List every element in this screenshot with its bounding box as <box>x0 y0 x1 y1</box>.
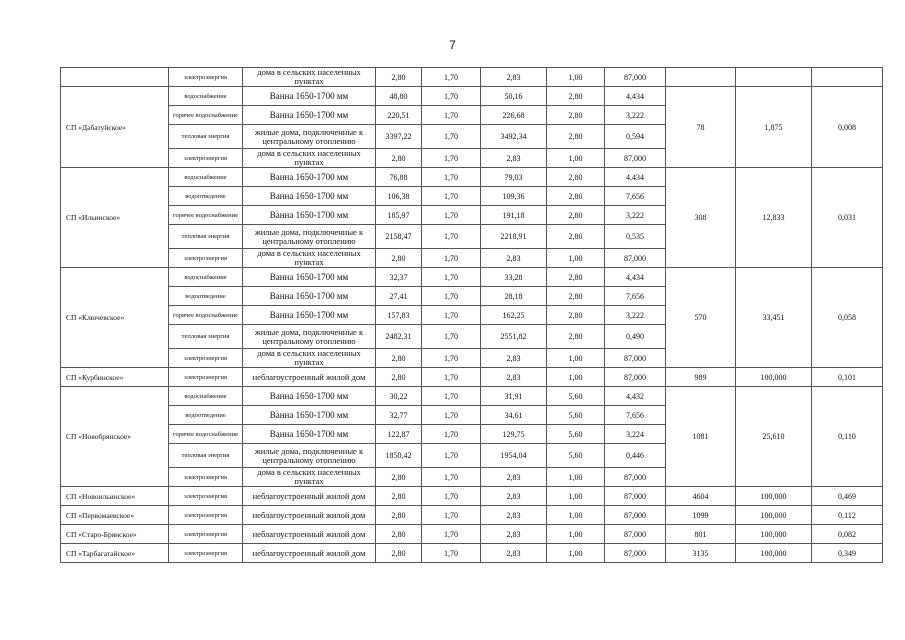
summary-cell-c1: 3135 <box>666 544 736 563</box>
value-cell-v5: 87,000 <box>605 487 666 506</box>
settlement-name: СП «Ключевское» <box>61 268 169 368</box>
resource-cell: водоотведение <box>169 406 243 425</box>
summary-cell-c1: 1099 <box>666 506 736 525</box>
value-cell-v1: 76,88 <box>376 168 422 187</box>
summary-cell-c1: 1081 <box>666 387 736 487</box>
value-cell-v2: 1,70 <box>422 525 481 544</box>
tariff-table <box>60 67 883 563</box>
value-cell-v5: 87,000 <box>605 249 666 268</box>
value-cell-v4: 1,00 <box>547 468 605 487</box>
value-cell-v5: 7,656 <box>605 287 666 306</box>
value-cell-v1: 32,37 <box>376 268 422 287</box>
value-cell-v1: 2,80 <box>376 349 422 368</box>
value-cell-v3: 2,83 <box>481 368 547 387</box>
value-cell-v3: 2,83 <box>481 149 547 168</box>
description-cell: жилые дома, подключенные к центральному отоплению <box>243 325 376 349</box>
value-cell-v3: 34,61 <box>481 406 547 425</box>
value-cell-v5: 0,446 <box>605 444 666 468</box>
value-cell-v5: 3,222 <box>605 106 666 125</box>
value-cell-v5: 3,224 <box>605 425 666 444</box>
summary-cell-empty <box>736 68 812 87</box>
value-cell-v1: 2,80 <box>376 487 422 506</box>
value-cell-v1: 2,80 <box>376 368 422 387</box>
resource-cell: водоснабжение <box>169 268 243 287</box>
value-cell-v2: 1,70 <box>422 506 481 525</box>
description-cell: Ванна 1650-1700 мм <box>243 425 376 444</box>
settlement-name: СП «Тарбагатайское» <box>61 544 169 563</box>
settlement-name: СП «Новобрянское» <box>61 387 169 487</box>
summary-cell-c2: 100,000 <box>736 368 812 387</box>
resource-cell: электроэнергия <box>169 544 243 563</box>
description-cell: дома в сельских населенных пунктах <box>243 68 376 87</box>
value-cell-v4: 1,00 <box>547 368 605 387</box>
description-cell: дома в сельских населенных пунктах <box>243 149 376 168</box>
value-cell-v2: 1,70 <box>422 387 481 406</box>
value-cell-v4: 1,00 <box>547 506 605 525</box>
value-cell-v4: 1,00 <box>547 349 605 368</box>
table-row <box>61 544 883 563</box>
summary-cell-c3: 0,349 <box>812 544 883 563</box>
value-cell-v1: 157,83 <box>376 306 422 325</box>
value-cell-v3: 2,83 <box>481 468 547 487</box>
value-cell-v1: 220,51 <box>376 106 422 125</box>
value-cell-v1: 2158,47 <box>376 225 422 249</box>
table-row <box>61 168 883 187</box>
settlement-name: СП «Ильинское» <box>61 168 169 268</box>
description-cell: неблагоустроенный жилой дом <box>243 506 376 525</box>
value-cell-v2: 1,70 <box>422 106 481 125</box>
resource-cell: электроэнергия <box>169 149 243 168</box>
value-cell-v3: 109,36 <box>481 187 547 206</box>
value-cell-v4: 1,00 <box>547 487 605 506</box>
value-cell-v2: 1,70 <box>422 406 481 425</box>
resource-cell: горячее водоснабжение <box>169 306 243 325</box>
description-cell: Ванна 1650-1700 мм <box>243 187 376 206</box>
description-cell: Ванна 1650-1700 мм <box>243 306 376 325</box>
resource-cell: тепловая энергия <box>169 125 243 149</box>
settlement-cell-empty <box>61 68 169 87</box>
summary-cell-c1: 4604 <box>666 487 736 506</box>
value-cell-v3: 226,68 <box>481 106 547 125</box>
table-row <box>61 68 883 87</box>
value-cell-v5: 3,222 <box>605 306 666 325</box>
value-cell-v1: 2,80 <box>376 68 422 87</box>
value-cell-v4: 5,60 <box>547 387 605 406</box>
value-cell-v4: 1,00 <box>547 525 605 544</box>
value-cell-v5: 7,656 <box>605 187 666 206</box>
value-cell-v3: 2551,82 <box>481 325 547 349</box>
summary-cell-c3: 0,112 <box>812 506 883 525</box>
summary-cell-empty <box>812 68 883 87</box>
value-cell-v1: 2,80 <box>376 468 422 487</box>
table-row <box>61 487 883 506</box>
summary-cell-c2: 100,000 <box>736 506 812 525</box>
value-cell-v2: 1,70 <box>422 287 481 306</box>
value-cell-v2: 1,70 <box>422 306 481 325</box>
summary-cell-c2: 12,833 <box>736 168 812 268</box>
value-cell-v3: 2,83 <box>481 349 547 368</box>
value-cell-v1: 2,80 <box>376 544 422 563</box>
summary-cell-c2: 33,451 <box>736 268 812 368</box>
value-cell-v3: 191,18 <box>481 206 547 225</box>
value-cell-v2: 1,70 <box>422 425 481 444</box>
resource-cell: тепловая энергия <box>169 325 243 349</box>
value-cell-v3: 28,18 <box>481 287 547 306</box>
value-cell-v4: 2,80 <box>547 268 605 287</box>
resource-cell: электроэнергия <box>169 68 243 87</box>
value-cell-v1: 185,97 <box>376 206 422 225</box>
table-row <box>61 387 883 406</box>
summary-cell-c3: 0,469 <box>812 487 883 506</box>
value-cell-v3: 2,83 <box>481 249 547 268</box>
value-cell-v5: 0,594 <box>605 125 666 149</box>
value-cell-v3: 33,28 <box>481 268 547 287</box>
description-cell: жилые дома, подключенные к центральному отоплению <box>243 225 376 249</box>
value-cell-v5: 3,222 <box>605 206 666 225</box>
resource-cell: электроэнергия <box>169 487 243 506</box>
value-cell-v4: 2,80 <box>547 106 605 125</box>
resource-cell: водоснабжение <box>169 168 243 187</box>
value-cell-v1: 122,87 <box>376 425 422 444</box>
value-cell-v5: 87,000 <box>605 368 666 387</box>
value-cell-v5: 4,434 <box>605 168 666 187</box>
summary-cell-c2: 100,000 <box>736 487 812 506</box>
value-cell-v2: 1,70 <box>422 68 481 87</box>
description-cell: неблагоустроенный жилой дом <box>243 487 376 506</box>
value-cell-v4: 2,80 <box>547 168 605 187</box>
resource-cell: водоотведение <box>169 187 243 206</box>
value-cell-v2: 1,70 <box>422 225 481 249</box>
value-cell-v3: 162,25 <box>481 306 547 325</box>
description-cell: Ванна 1650-1700 мм <box>243 287 376 306</box>
summary-cell-c3: 0,031 <box>812 168 883 268</box>
description-cell: неблагоустроенный жилой дом <box>243 544 376 563</box>
value-cell-v3: 2,83 <box>481 487 547 506</box>
value-cell-v2: 1,70 <box>422 87 481 106</box>
summary-cell-c3: 0,110 <box>812 387 883 487</box>
value-cell-v3: 31,91 <box>481 387 547 406</box>
summary-cell-c3: 0,101 <box>812 368 883 387</box>
summary-cell-c2: 1,875 <box>736 87 812 168</box>
value-cell-v4: 1,00 <box>547 249 605 268</box>
value-cell-v5: 87,000 <box>605 349 666 368</box>
value-cell-v5: 0,535 <box>605 225 666 249</box>
settlement-name: СП «Первомаевское» <box>61 506 169 525</box>
value-cell-v1: 2,80 <box>376 149 422 168</box>
value-cell-v3: 2,83 <box>481 506 547 525</box>
table-row <box>61 506 883 525</box>
summary-cell-c2: 100,000 <box>736 525 812 544</box>
settlement-name: СП «Курбинское» <box>61 368 169 387</box>
value-cell-v4: 2,80 <box>547 87 605 106</box>
value-cell-v1: 27,41 <box>376 287 422 306</box>
table-row <box>61 368 883 387</box>
resource-cell: горячее водоснабжение <box>169 106 243 125</box>
value-cell-v4: 1,00 <box>547 544 605 563</box>
summary-cell-c1: 308 <box>666 168 736 268</box>
value-cell-v4: 2,80 <box>547 206 605 225</box>
value-cell-v1: 2,80 <box>376 249 422 268</box>
table-row <box>61 87 883 106</box>
value-cell-v3: 79,03 <box>481 168 547 187</box>
resource-cell: электроэнергия <box>169 506 243 525</box>
settlement-name: СП «Дабатуйское» <box>61 87 169 168</box>
value-cell-v2: 1,70 <box>422 487 481 506</box>
value-cell-v4: 1,00 <box>547 68 605 87</box>
description-cell: Ванна 1650-1700 мм <box>243 387 376 406</box>
resource-cell: водоотведение <box>169 287 243 306</box>
value-cell-v3: 2,83 <box>481 525 547 544</box>
value-cell-v2: 1,70 <box>422 206 481 225</box>
value-cell-v5: 87,000 <box>605 506 666 525</box>
value-cell-v2: 1,70 <box>422 349 481 368</box>
value-cell-v4: 5,60 <box>547 406 605 425</box>
resource-cell: электроэнергия <box>169 368 243 387</box>
table-row <box>61 268 883 287</box>
value-cell-v2: 1,70 <box>422 149 481 168</box>
value-cell-v4: 2,80 <box>547 125 605 149</box>
summary-cell-c3: 0,008 <box>812 87 883 168</box>
value-cell-v3: 2218,91 <box>481 225 547 249</box>
value-cell-v5: 4,434 <box>605 268 666 287</box>
resource-cell: тепловая энергия <box>169 225 243 249</box>
value-cell-v5: 0,490 <box>605 325 666 349</box>
description-cell: Ванна 1650-1700 мм <box>243 206 376 225</box>
value-cell-v1: 106,38 <box>376 187 422 206</box>
description-cell: Ванна 1650-1700 мм <box>243 106 376 125</box>
description-cell: дома в сельских населенных пунктах <box>243 249 376 268</box>
value-cell-v5: 87,000 <box>605 544 666 563</box>
summary-cell-c3: 0,058 <box>812 268 883 368</box>
value-cell-v4: 1,00 <box>547 149 605 168</box>
value-cell-v4: 2,80 <box>547 225 605 249</box>
value-cell-v3: 2,83 <box>481 68 547 87</box>
summary-cell-c2: 100,000 <box>736 544 812 563</box>
description-cell: жилые дома, подключенные к центральному отоплению <box>243 444 376 468</box>
value-cell-v5: 87,000 <box>605 68 666 87</box>
value-cell-v4: 2,80 <box>547 287 605 306</box>
summary-cell-c1: 570 <box>666 268 736 368</box>
value-cell-v1: 2482,31 <box>376 325 422 349</box>
summary-cell-c1: 989 <box>666 368 736 387</box>
value-cell-v5: 4,434 <box>605 87 666 106</box>
summary-cell-c1: 801 <box>666 525 736 544</box>
summary-cell-c2: 25,610 <box>736 387 812 487</box>
description-cell: Ванна 1650-1700 мм <box>243 168 376 187</box>
resource-cell: водоснабжение <box>169 87 243 106</box>
value-cell-v2: 1,70 <box>422 325 481 349</box>
value-cell-v4: 2,80 <box>547 325 605 349</box>
value-cell-v2: 1,70 <box>422 249 481 268</box>
resource-cell: горячее водоснабжение <box>169 206 243 225</box>
value-cell-v4: 5,60 <box>547 444 605 468</box>
value-cell-v3: 3492,34 <box>481 125 547 149</box>
value-cell-v1: 32,77 <box>376 406 422 425</box>
value-cell-v4: 2,80 <box>547 306 605 325</box>
summary-cell-c3: 0,082 <box>812 525 883 544</box>
description-cell: дома в сельских населенных пунктах <box>243 468 376 487</box>
value-cell-v1: 30,22 <box>376 387 422 406</box>
value-cell-v5: 87,000 <box>605 149 666 168</box>
description-cell: дома в сельских населенных пунктах <box>243 349 376 368</box>
page-number: 7 <box>449 38 456 52</box>
description-cell: Ванна 1650-1700 мм <box>243 268 376 287</box>
table-row <box>61 525 883 544</box>
settlement-name: СП «Старо-Брянское» <box>61 525 169 544</box>
resource-cell: электроэнергия <box>169 525 243 544</box>
summary-cell-c1: 78 <box>666 87 736 168</box>
value-cell-v1: 3397,22 <box>376 125 422 149</box>
description-cell: Ванна 1650-1700 мм <box>243 406 376 425</box>
value-cell-v1: 48,80 <box>376 87 422 106</box>
resource-cell: электроэнергия <box>169 249 243 268</box>
value-cell-v3: 50,16 <box>481 87 547 106</box>
value-cell-v4: 2,80 <box>547 187 605 206</box>
resource-cell: тепловая энергия <box>169 444 243 468</box>
value-cell-v3: 2,83 <box>481 544 547 563</box>
value-cell-v5: 7,656 <box>605 406 666 425</box>
value-cell-v1: 2,80 <box>376 525 422 544</box>
summary-cell-empty <box>666 68 736 87</box>
value-cell-v1: 2,80 <box>376 506 422 525</box>
description-cell: неблагоустроенный жилой дом <box>243 368 376 387</box>
value-cell-v5: 87,000 <box>605 525 666 544</box>
value-cell-v3: 129,75 <box>481 425 547 444</box>
value-cell-v5: 87,000 <box>605 468 666 487</box>
value-cell-v2: 1,70 <box>422 125 481 149</box>
resource-cell: горячее водоснабжение <box>169 425 243 444</box>
value-cell-v2: 1,70 <box>422 268 481 287</box>
value-cell-v4: 5,60 <box>547 425 605 444</box>
resource-cell: электроэнергия <box>169 349 243 368</box>
description-cell: неблагоустроенный жилой дом <box>243 525 376 544</box>
value-cell-v2: 1,70 <box>422 168 481 187</box>
value-cell-v5: 4,432 <box>605 387 666 406</box>
value-cell-v2: 1,70 <box>422 187 481 206</box>
description-cell: жилые дома, подключенные к центральному отоплению <box>243 125 376 149</box>
settlement-name: СП «Новоильинское» <box>61 487 169 506</box>
value-cell-v2: 1,70 <box>422 444 481 468</box>
value-cell-v2: 1,70 <box>422 368 481 387</box>
value-cell-v1: 1850,42 <box>376 444 422 468</box>
resource-cell: водоснабжение <box>169 387 243 406</box>
value-cell-v2: 1,70 <box>422 544 481 563</box>
value-cell-v3: 1954,04 <box>481 444 547 468</box>
description-cell: Ванна 1650-1700 мм <box>243 87 376 106</box>
value-cell-v2: 1,70 <box>422 468 481 487</box>
resource-cell: электроэнергия <box>169 468 243 487</box>
